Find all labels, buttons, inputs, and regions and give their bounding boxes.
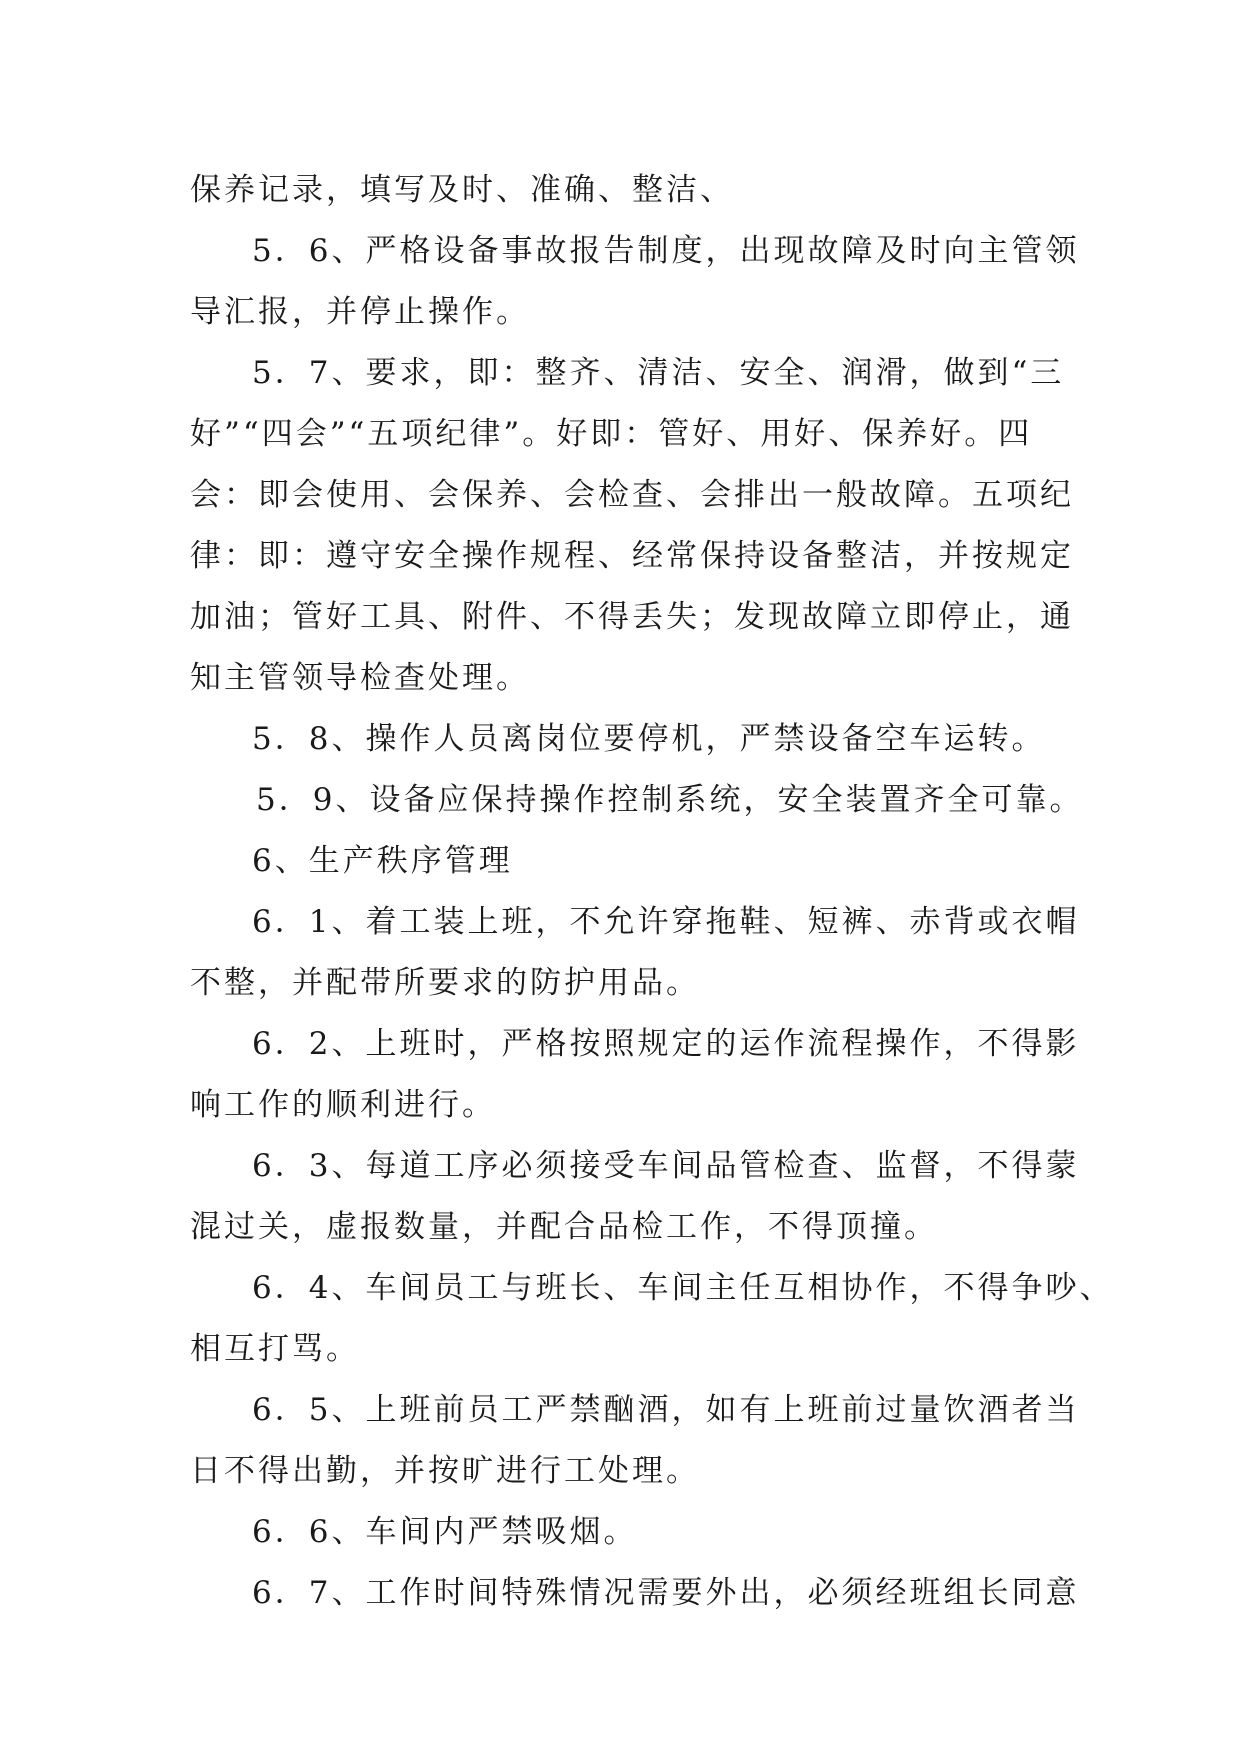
text-line: 6．7、工作时间特殊情况需要外出，必须经班组长同意: [252, 1575, 1080, 1611]
document-body: [190, 160, 1114, 1624]
text-line: 5．9、设备应保持操作控制系统，安全装置齐全可靠。: [256, 782, 1084, 818]
text-line: 会：即会使用、会保养、会检查、会排出一般故障。五项纪: [190, 477, 1074, 513]
text-line: 6．6、车间内严禁吸烟。: [252, 1514, 638, 1550]
text-line: 知主管领导检查处理。: [190, 660, 530, 696]
text-line: 导汇报，并停止操作。: [190, 294, 530, 330]
text-line: 相互打骂。: [190, 1331, 360, 1367]
text-line: 5．8、操作人员离岗位要停机，严禁设备空车运转。: [252, 721, 1046, 757]
text-line: 律：即：遵守安全操作规程、经常保持设备整洁，并按规定: [190, 538, 1074, 574]
text-line: 保养记录，填写及时、准确、整洁、: [190, 172, 734, 208]
text-line: 好”“四会”“五项纪律”。好即：管好、用好、保养好。四: [190, 416, 1033, 452]
text-line: 5．7、要求，即：整齐、清洁、安全、润滑，做到“三: [252, 355, 1065, 391]
text-line: 混过关，虚报数量，并配合品检工作，不得顶撞。: [190, 1209, 938, 1245]
text-line: 6．4、车间员工与班长、车间主任互相协作，不得争吵、: [252, 1270, 1114, 1306]
section-heading: 6、生产秩序管理: [252, 843, 513, 879]
text-line: 6．1、着工装上班，不允许穿拖鞋、短裤、赤背或衣帽: [252, 904, 1080, 940]
text-line: 不整，并配带所要求的防护用品。: [190, 965, 700, 1001]
text-line: 响工作的顺利进行。: [190, 1087, 496, 1123]
text-line: 加油；管好工具、附件、不得丢失；发现故障立即停止，通: [190, 599, 1074, 635]
text-line: 6．5、上班前员工严禁酗酒，如有上班前过量饮酒者当: [252, 1392, 1080, 1428]
text-line: 日不得出勤，并按旷进行工处理。: [190, 1453, 700, 1489]
text-line: 6．2、上班时，严格按照规定的运作流程操作，不得影: [252, 1026, 1080, 1062]
text-line: 5．6、严格设备事故报告制度，出现故障及时向主管领: [252, 233, 1080, 269]
text-line: 6．3、每道工序必须接受车间品管检查、监督，不得蒙: [252, 1148, 1080, 1184]
